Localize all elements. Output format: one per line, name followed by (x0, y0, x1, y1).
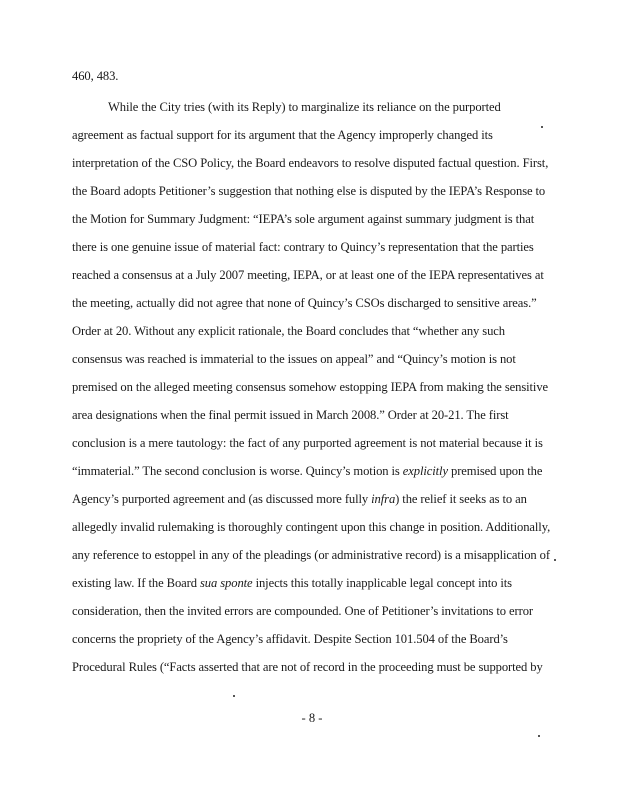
text-line: reached a consensus at a July 2007 meeting, IEPA, or at least one of the IEPA representatives at (72, 268, 544, 282)
text-line: area designations when the final permit issued in March 2008.” Order at 20-21. The first (72, 408, 509, 422)
text-line: consideration, then the invited errors are compounded. One of Petitioner’s invitations to error (72, 604, 534, 618)
text-line: 460, 483. (72, 69, 119, 83)
text-line: consensus was reached is immaterial to the issues on appeal” and “Quincy’s motion is not (72, 352, 516, 366)
text-line: allegedly invalid rulemaking is thoroughly contingent upon this change in position. Additionally, (72, 520, 551, 534)
text-line: any reference to estoppel in any of the pleadings (or administrative record) is a misapplication of (72, 548, 550, 562)
scan-speck (538, 735, 540, 737)
scan-speck (233, 695, 235, 697)
scan-speck (541, 126, 543, 128)
text-line: interpretation of the CSO Policy, the Board endeavors to resolve disputed factual question. First, (72, 156, 549, 170)
text-line: “immaterial.” The second conclusion is worse. Quincy’s motion is explicitly premised upon the (72, 464, 543, 478)
text-line: Procedural Rules (“Facts asserted that are not of record in the proceeding must be supported by (72, 660, 543, 674)
text-line: the Board adopts Petitioner’s suggestion that nothing else is disputed by the IEPA’s Response to (72, 184, 546, 198)
text-line: concerns the propriety of the Agency’s affidavit. Despite Section 101.504 of the Board’s (72, 632, 508, 646)
text-line: conclusion is a mere tautology: the fact of any purported agreement is not material because it is (72, 436, 543, 450)
text-line: existing law. If the Board sua sponte injects this totally inapplicable legal concept into its (72, 576, 512, 590)
text-line: premised on the alleged meeting consensus somehow estopping IEPA from making the sensitive (72, 380, 549, 394)
scan-speck (554, 559, 556, 561)
text-line: the Motion for Summary Judgment: “IEPA’s sole argument against summary judgment is that (72, 212, 535, 226)
text-line: there is one genuine issue of material fact: contrary to Quincy’s representation that the parties (72, 240, 534, 254)
text-line: the meeting, actually did not agree that none of Quincy’s CSOs discharged to sensitive areas.” (72, 296, 537, 310)
text-line: agreement as factual support for its argument that the Agency improperly changed its (72, 128, 493, 142)
text-line: Order at 20. Without any explicit rationale, the Board concludes that “whether any such (72, 324, 505, 338)
text-line: Agency’s purported agreement and (as discussed more fully infra) the relief it seeks as to an (72, 492, 527, 506)
paragraph-first-line: While the City tries (with its Reply) to marginalize its reliance on the purported (108, 100, 501, 114)
page-number: - 8 - (301, 711, 323, 725)
